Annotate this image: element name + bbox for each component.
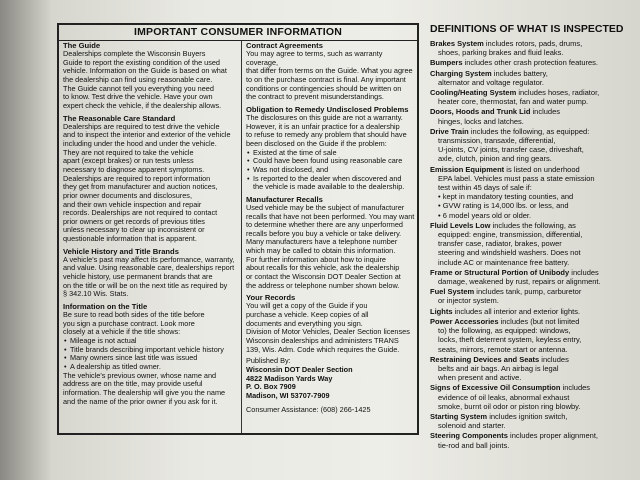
text-line: However, it is an unfair practice for a dealership	[246, 121, 400, 131]
definition-text: includes (but not limited	[498, 316, 580, 326]
definition-continuation: transfer case, radiator, brakes, power	[438, 239, 562, 249]
definition-continuation: • 6 model years old or older.	[438, 210, 532, 220]
definition-text: includes	[539, 354, 569, 364]
text-line: The Guide cannot tell you everything you need	[63, 83, 214, 93]
definition-term: Fluid Levels Low	[430, 220, 491, 230]
text-line: to know. Test drive the vehicle. Have your own	[63, 92, 213, 102]
text-line: For further information about how to inquire	[246, 254, 386, 264]
definition-line	[430, 268, 635, 277]
text-line: and to inspect the interior and exterior of the vehicle	[63, 130, 231, 140]
text-line: recalls that have not been performed. You may want	[246, 211, 415, 221]
definition-text: includes battery,	[491, 68, 548, 78]
definition-item	[430, 69, 635, 87]
definition-continuation: axle, clutch, pinion and ring gears.	[438, 154, 552, 164]
text-line: and value. Using reasonable care, dealerships report	[63, 263, 235, 273]
definition-continuation: smoke, burnt oil odor or piston ring blowby.	[438, 401, 581, 411]
definition-line	[430, 58, 635, 67]
definition-continuation: hinges, locks and latches.	[438, 116, 524, 126]
heading-the-guide: The Guide	[63, 41, 101, 50]
definition-line	[430, 287, 635, 296]
text-line: the contract to prevent misunderstandings.	[246, 92, 384, 102]
section-history-brands	[63, 247, 239, 299]
definition-item	[430, 39, 635, 57]
definition-text: includes other crash protection features.	[462, 58, 599, 68]
definition-item	[430, 107, 635, 125]
publisher-pobox: P. O. Box 7909	[246, 382, 296, 392]
consumer-assistance: Consumer Assistance: (608) 266-1425	[246, 404, 371, 414]
text-line: to on the purchase contract is final. Any important	[246, 74, 406, 84]
bullet-item: • Could have been found using reasonable care	[253, 157, 416, 166]
text-line: the dealership can find using reasonable care.	[63, 74, 213, 84]
text-line: to determine whether there are any unperformed	[246, 220, 403, 230]
definition-text: includes all interior and exterior lights.	[452, 306, 581, 316]
text-line: Be sure to read both sides of the title before	[63, 310, 205, 320]
section-obligation	[246, 105, 416, 192]
definition-term: Drive Train	[430, 126, 469, 136]
definition-line	[430, 39, 635, 48]
box-title: IMPORTANT CONSUMER INFORMATION	[59, 25, 417, 41]
definition-term: Bumpers	[430, 58, 463, 68]
definition-term: Doors, Hoods and Trunk Lid	[430, 107, 531, 117]
section-title-info	[63, 302, 239, 406]
definition-text: includes hoses, radiator,	[516, 88, 600, 98]
definition-line	[430, 69, 635, 78]
definition-item	[430, 165, 635, 220]
heading-contract: Contract Agreements	[246, 41, 323, 50]
consumer-info-box	[57, 23, 419, 435]
bullet-item: • A dealership as titled owner.	[70, 363, 239, 372]
definition-item	[430, 383, 635, 411]
bullet-item: • Many owners since last title was issued	[70, 354, 239, 363]
bullet-item: • Was not disclosed, and	[253, 166, 416, 175]
definition-term: Lights	[430, 306, 453, 316]
definition-continuation: solenoid and starter.	[438, 421, 506, 431]
definition-continuation: alternator and voltage regulator.	[438, 77, 544, 87]
definition-line	[430, 383, 635, 392]
definition-term: Charging System	[430, 68, 492, 78]
definition-continuation: damage, weakened by rust, repairs or alignment.	[438, 277, 601, 287]
text-line: including under the hood and under the vehicle.	[63, 138, 217, 148]
text-line: You will get a copy of the Guide if you	[246, 301, 368, 311]
definition-continuation: to) the following, as equipped: windows,	[438, 326, 571, 336]
text-line: Dealerships are required to report information	[63, 173, 211, 183]
definition-continuation: when present and active.	[438, 373, 522, 383]
obligation-bullet-list	[246, 149, 416, 184]
text-line: which may be called to obtain this information.	[246, 246, 396, 256]
text-line: recalls before you buy a vehicle or take delivery.	[246, 228, 402, 238]
text-line: You may agree to terms, such as warranty coverage,	[246, 49, 383, 67]
definitions-title: DEFINITIONS OF WHAT IS INSPECTED	[430, 23, 624, 35]
definition-term: Power Accessories	[430, 316, 499, 326]
text-line: Many manufacturers have a telephone number	[246, 237, 398, 247]
text-line: purchase a vehicle. Keep copies of all	[246, 310, 369, 320]
definition-continuation: U-joints, CV joints, transfer case, driveshaft,	[438, 145, 584, 155]
bullet-item: • Is reported to the dealer when discovered and	[253, 175, 416, 184]
text-line: Division of Motor Vehicles, Dealer Section licenses	[246, 327, 410, 337]
right-column	[246, 41, 416, 417]
section-reasonable-care	[63, 114, 239, 244]
heading-history-brands: Vehicle History and Title Brands	[63, 246, 179, 256]
definition-continuation: steering and windshield washers. Does not	[438, 248, 581, 258]
text-line: been disclosed on the Guide if the problem:	[246, 138, 387, 148]
bullet-item: • Mileage is not actual	[70, 337, 239, 346]
definition-continuation: shoes, parking brakes and fluid leaks.	[438, 48, 564, 58]
definition-line	[430, 431, 635, 440]
publisher-street: 4822 Madison Yards Way	[246, 373, 333, 383]
text-line: and their own vehicle inspection and repair	[63, 199, 202, 209]
text-line: expert check the vehicle, if the dealership allows.	[63, 100, 222, 110]
definition-term: Cooling/Heating System	[430, 88, 517, 98]
text-line: vehicle. Information on the Guide is based on what	[63, 66, 227, 76]
text-line: you sign a purchase contract. Look more	[63, 318, 195, 328]
definition-line	[430, 317, 635, 326]
definition-line	[430, 127, 635, 136]
definition-continuation: include AC or maintenance free battery.	[438, 257, 570, 267]
definition-continuation: seats, mirrors, remote start or antenna.	[438, 344, 568, 354]
text-line: The vehicle's previous owner, whose name and	[63, 370, 217, 380]
text-line: Dealerships are required to test drive the vehicle	[63, 121, 220, 131]
definitions-panel	[430, 23, 635, 451]
text-line: Guide to report the existing condition of the used	[63, 57, 220, 67]
definition-line	[430, 412, 635, 421]
definition-continuation: • GVW rating is 14,000 lbs. or less, and	[438, 201, 569, 211]
bullet-item: • Existed at the time of sale	[253, 149, 416, 158]
published-label: Published By:	[246, 356, 291, 366]
text-line: They are not required to take the vehicle	[63, 147, 194, 157]
text-line: address are on the title, may provide useful	[63, 379, 203, 389]
definition-text: includes the following, as	[490, 220, 576, 230]
definition-continuation: EPA label. Vehicles must pass a state emission	[438, 173, 595, 183]
definition-line	[430, 165, 635, 174]
text-line: conditions or contingencies should be written on	[246, 83, 402, 93]
section-records	[246, 293, 416, 354]
definition-item	[430, 307, 635, 316]
definition-line	[430, 355, 635, 364]
definition-item	[430, 412, 635, 430]
text-line: on the title or will be on the next title as required by	[63, 280, 228, 290]
definition-continuation: locks, theft deterrent system, keyless entry,	[438, 335, 582, 345]
definition-continuation: heater core, thermostat, fan and water pump.	[438, 97, 589, 107]
section-the-guide	[63, 41, 239, 111]
heading-obligation: Obligation to Remedy Undisclosed Problems	[246, 104, 409, 114]
definition-continuation: test within 45 days of sale if:	[438, 183, 532, 193]
text-line: 139, Wis. Adm. Code which requires the Guide.	[246, 344, 400, 354]
section-published	[246, 357, 416, 414]
text-line: Dealerships complete the Wisconsin Buyers	[63, 49, 206, 58]
definition-text: is listed on underhood	[504, 164, 580, 174]
section-contract	[246, 41, 416, 102]
text-line: necessary to diagnose apparent symptoms.	[63, 164, 205, 174]
text-line: the vehicle is made available to the dealership.	[253, 182, 405, 192]
definition-item	[430, 221, 635, 267]
text-line: information. The dealership will give you the name	[63, 387, 226, 397]
definition-line	[430, 307, 635, 316]
heading-records: Your Records	[246, 293, 296, 303]
text-line: records. Dealerships are not required to contact	[63, 208, 218, 218]
definition-term: Starting System	[430, 411, 488, 421]
title-bullet-list	[63, 337, 239, 372]
definition-continuation: evidence of oil leaks, abnormal exhaust	[438, 392, 570, 402]
definition-continuation: tie-rod and ball joints.	[438, 440, 510, 450]
text-line: Wisconsin dealerships and administers TRANS	[246, 336, 399, 346]
text-line: about recalls for this vehicle, ask the dealership	[246, 263, 400, 273]
definition-term: Frame or Structural Portion of Unibody	[430, 267, 570, 277]
text-line: that differ from terms on the Guide. What you agree	[246, 66, 413, 76]
definition-term: Signs of Excessive Oil Consumption	[430, 383, 561, 393]
text-line: The disclosures on this guide are not a warranty.	[246, 112, 403, 122]
definition-text: includes tank, pump, carburetor	[474, 287, 582, 297]
definition-term: Fuel System	[430, 287, 475, 297]
section-recalls	[246, 195, 416, 291]
text-line: the address or telephone number shown below.	[246, 280, 400, 290]
definition-item	[430, 317, 635, 354]
text-line: and the name of the prior owner if you ask for it.	[63, 396, 218, 406]
text-line: vehicle history, use permanent brands that are	[63, 272, 213, 282]
definition-continuation: equipped: engine, transmission, differential,	[438, 230, 583, 240]
text-line: A vehicle's past may affect its performance, warranty,	[63, 254, 235, 264]
text-line: § 342.10 Wis. Stats.	[63, 289, 129, 299]
definition-text: includes the following, as equipped:	[468, 126, 590, 136]
definition-item	[430, 127, 635, 164]
definition-line	[430, 88, 635, 97]
text-line: questionable information that is apparent.	[63, 234, 197, 244]
publisher-org: Wisconsin DOT Dealer Section	[246, 365, 353, 374]
heading-recalls: Manufacturer Recalls	[246, 194, 323, 204]
definition-line	[430, 107, 635, 116]
text-line: or contact the Wisconsin DOT Dealer Section at	[246, 272, 401, 282]
text-line: prior owners or get records of previous titles	[63, 216, 205, 226]
definition-item	[430, 58, 635, 67]
definition-continuation: belts and air bags. An airbag is legal	[438, 363, 559, 373]
definition-item	[430, 431, 635, 449]
text-line: closely at a vehicle if the title shows:	[63, 327, 181, 337]
definition-item	[430, 268, 635, 286]
text-line: prior owner documents and disclosures,	[63, 190, 192, 200]
page-shadow	[0, 0, 52, 480]
definitions-list	[430, 39, 635, 450]
heading-title-info: Information on the Title	[63, 302, 148, 312]
text-line: unless necessary to clear up inconsistent or	[63, 225, 205, 235]
definition-line	[430, 221, 635, 230]
definition-text: includes rotors, pads, drums,	[483, 39, 583, 48]
publisher-city: Madison, WI 53707-7909	[246, 390, 330, 400]
text-line: they get from manufacturer and auction notices,	[63, 182, 218, 192]
definition-continuation: or injector system.	[438, 296, 499, 306]
column-divider	[241, 41, 242, 433]
definition-item	[430, 287, 635, 305]
definition-text: includes	[530, 107, 561, 117]
definition-text: includes proper alignment,	[507, 431, 598, 441]
text-line: apart (except brakes) or run tests unless	[63, 156, 194, 166]
text-line: documents and everything you sign.	[246, 318, 363, 328]
text-line: to refuse to remedy any problem that should have	[246, 130, 407, 140]
definition-term: Emission Equipment	[430, 164, 505, 174]
definition-term: Steering Components	[430, 431, 508, 441]
definition-continuation: transmission, transaxle, differential,	[438, 136, 556, 146]
definition-continuation: • kept in mandatory testing counties, and	[438, 192, 574, 202]
left-column	[63, 41, 239, 409]
bullet-item: • Title brands describing important vehicle history	[70, 346, 239, 355]
definition-text: includes	[569, 267, 599, 277]
definition-text: includes	[560, 383, 591, 393]
definition-item	[430, 88, 635, 106]
text-line: Used vehicle may be the subject of manufacturer	[246, 202, 405, 212]
definition-text: includes ignition switch,	[487, 411, 568, 421]
definition-term: Restraining Devices and Seats	[430, 354, 540, 364]
heading-reasonable-care: The Reasonable Care Standard	[63, 113, 176, 123]
definition-term: Brakes System	[430, 39, 484, 48]
definition-item	[430, 355, 635, 383]
